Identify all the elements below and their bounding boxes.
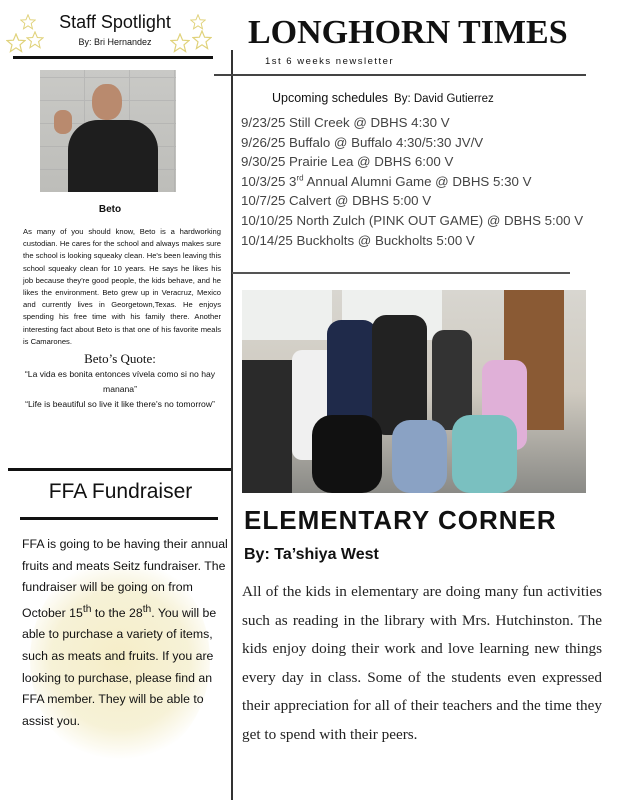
ffa-title: FFA Fundraiser [48, 480, 193, 503]
beto-caption: Beto [98, 204, 122, 215]
star-icon [190, 14, 206, 30]
schedule-item: 9/26/25 Buffalo @ Buffalo 4:30/5:30 JV/V [241, 134, 484, 150]
schedule-item: 9/30/25 Prairie Lea @ DBHS 6:00 V [241, 154, 454, 170]
star-icon [20, 14, 36, 30]
elementary-byline: By: Ta’shiya West [244, 546, 379, 563]
star-icon [192, 30, 212, 50]
schedule-item: 10/7/25 Calvert @ DBHS 5:00 V [241, 193, 432, 209]
divider [13, 56, 213, 59]
elementary-heading: ELEMENTARY CORNER [244, 505, 557, 535]
beto-photo [40, 70, 176, 192]
divider [8, 468, 232, 471]
schedule-item: 10/10/25 North Zulch (PINK OUT GAME) @ DBHS 5:00 V [241, 212, 584, 228]
schedule-heading: Upcoming schedules By: David Gutierrez [272, 91, 494, 105]
quote-english: “Life is beautiful so live it like there's no tomorrow” [25, 399, 215, 410]
masthead-subtitle: 1st 6 weeks newsletter [265, 56, 395, 67]
beto-article: As many of you should know, Beto is a hardworking custodian. He cares for the school and always makes sure the school is looking squeaky clean. He's been leaving this school squeaky clean for 10 years. He says he likes his job because they're good people, the kids behave, and he likes the environment. Beto grew up in Veracruz, Mexico and currently lives in Georgetown,Texas. He enjoys spending his free time with his family there. Another interesting fact about Beto is that one of his favorite meals is Camarones. [23, 227, 221, 346]
quote-spanish: “La vida es bonita entonces vívela como si no hay manana” [24, 369, 216, 395]
star-icon [6, 33, 26, 53]
schedule-item: 10/3/25 3rd Annual Alumni Game @ DBHS 5:30 V [241, 173, 532, 189]
schedule-byline: By: David Gutierrez [394, 93, 494, 105]
schedule-list [241, 113, 611, 250]
quote [14, 367, 226, 412]
divider [20, 517, 218, 520]
spotlight-article-block [14, 226, 226, 466]
quote-heading: Beto’s Quote: [84, 351, 156, 367]
masthead-title: LONGHORN TIMES [248, 14, 568, 51]
spotlight-byline: By: Bri Hernandez [78, 37, 152, 47]
elementary-kids-photo [242, 290, 586, 493]
divider [232, 272, 570, 274]
ffa-article: FFA is going to be having their annual fruits and meats Seitz fundraiser. The fundraiser will be going on from October 15th to the 28th. You will be able to purchase a variety of items, such as meats and fruits. If you are looking to purchase, please find an FFA member. They will be able to assist you. [22, 537, 228, 728]
divider [214, 74, 586, 76]
schedule-item: 10/14/25 Buckholts @ Buckholts 5:00 V [241, 232, 475, 248]
elementary-article: All of the kids in elementary are doing many fun activities such as reading in the library with Mrs. Hutchinston. The kids enjoy doing their work and love learning new things every day in class. Some of the students even expressed their appreciation for all of their teachers and the time they get to spend with their peers. [242, 583, 602, 743]
schedule-item: 9/23/25 Still Creek @ DBHS 4:30 V [241, 115, 450, 130]
spotlight-title: Staff Spotlight [59, 12, 171, 32]
